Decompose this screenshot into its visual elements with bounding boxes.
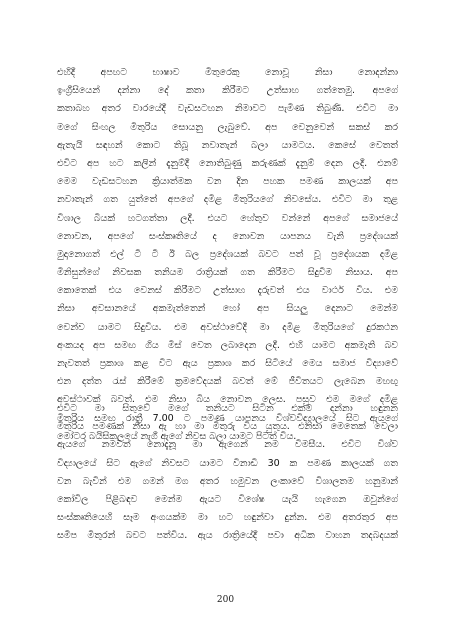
text-line: අවස්ථාවක් බවත්. එම නිසා බිය නොවන ලෙස. පසුව එම මගේ දමිළ — [57, 394, 398, 406]
text-line: විද්‍යාලයේ සිට ඇගේ නිවසට යාමට විනාඩි 30 ක පමණ කාලයක් ගත — [57, 457, 398, 469]
page-number: 200 — [216, 595, 235, 605]
text-line: ඇතැයි සඳහන් කොට තිබූ නවාතැන් බලා යාමටය. කෙසේ වෙතත් — [57, 139, 398, 151]
text-line: මුදානොගත් එල් ටී ටී ඊ බල ප්‍රදේශයක් බවට පත් වූ ප්‍රදේශයක දමිළ — [57, 248, 398, 260]
text-line: මගේ සිංහල මිතුරිය සොයනු ලැබුවේ. අප වෙනුවෙන් සකස් කර — [57, 121, 398, 133]
text-line: වන බැවින් එම ගමන් මග අතර හමුවන ලංකාවේ විශාලතම හනුමාන් — [57, 475, 398, 487]
text-line: වෙන්ව යාමට සිදුවිය. එම අවස්ථාවේදී මා දමිළ මිතුරියගේ දුරකථන — [57, 321, 398, 333]
text-line: මෙම වැඩසටහන ක්‍රියාත්මක වන දින පහක පමණ කාලයක් අප — [57, 176, 398, 188]
paragraph-2 — [57, 400, 398, 546]
text-line: කතාබහ අතර වාරයේදී වැඩසටහන නිමාවට පැමිණ තිබුණි. එවිට මා — [57, 103, 398, 115]
text-line: ඉංග්‍රීසියෙන් දන්නා දේ කතා කිරීමට උත්සාහ ගත්තෙමු. අපගේ — [57, 85, 398, 97]
text-line: නවාතැන් ගත යුත්තේ අපගේ දමිළ මිතුරියගේ නිවසේය. එවිට මා තුළ — [57, 194, 398, 206]
text-line: කෝවිල පිළිබඳව මෙන්ම ඇයට විශේෂ යැයි හැගෙන ඔවුන්ගේ — [57, 493, 398, 505]
text-line: සංස්කෘතියෙහි සෑම අංගයක්ම මා හට හඳුන්වා දුන්න. එම අතරතුර අප — [57, 512, 398, 524]
text-line: එවිට මා සිතුවේ මගේ තනියට සිටින එකම දන්නා හඳුනන — [57, 403, 398, 414]
text-line: මිනිසුන්ගේ නිවසක තනියම රාත්‍රියක් ගත කිරීමට සිදුවීම නිසාය. අප — [57, 267, 398, 279]
paragraph-1 — [57, 64, 398, 446]
text-line: එහිදී අපහට භාෂාව මිතුරෙකු නොවූ නිසා නොදන්නා — [57, 67, 398, 78]
text-line: සමීප මිතුරන් බවට පත්විය. ඇය රාත්‍රියේදී පවා අධික වාහන තදබදයක් — [57, 530, 398, 542]
text-line: ඇයගේ නමවත් නොදැනූ මා ඇගෙන් නම විමසීය. එවිට විශ්ව — [57, 439, 398, 451]
text-line: විශාල බියක් හටගත්තා ලදී. එයට හේතුව වන්නේ අපගේ සමාජයේ — [57, 212, 398, 224]
text-line: එන දත්ත රැස් කිරීමේ ක්‍රමවේදයක් බවත් මේ ජීවිතයට ලැබෙන මහඟු — [57, 376, 398, 388]
text-line: නැවතත් ප්‍රකාශ කළ විට ඇය ප්‍රකාශ කර සිටියේ මෙය සමාජ විද්‍යාවේ — [57, 358, 398, 369]
text-line: අංකයද අප සමඟ ගිය මිස් වෙත ලබාදෙන ලදී. එහි යාමට අකමැති බව — [57, 339, 398, 351]
text-line: මිතුරිය සමඟ රාත්‍රී 7.00 ට පමණ යාපනය විශ්වවිද්‍යාලයේ සිට ඇයගේ — [57, 412, 398, 424]
text-line: නිසා අවසානයේ අකමැත්තෙන් හෝ අප සියලු දෙනාට මෙන්ම — [57, 303, 398, 315]
text-line: මෝටර බයිසිකලයේ නැගී ඇගේ නිවස බලා යාමට පිටත් විය. — [57, 430, 297, 442]
text-line: නොවන, අපගේ සංස්කෘතියේ ද නොවන යාපනය වැනි ප්‍රදේශයක් — [57, 230, 398, 242]
text-line: එවිට අප හට කලින් දැනුම්දී නොතිබුණු කරුණක් දැනුම් දෙන ලදී. එනම් — [57, 157, 398, 169]
text-line: මිතුරිය පමණක් නිසා ඇ හා මා මිතුරු විය යුතුය. එනිසා මෙතෙක් වෙලා — [57, 421, 398, 433]
text-line: කොතෙක් එය වෙනස් කිරීමට උත්සාහ දැරුවත් එය වාර්ථ විය. එම — [57, 285, 398, 297]
